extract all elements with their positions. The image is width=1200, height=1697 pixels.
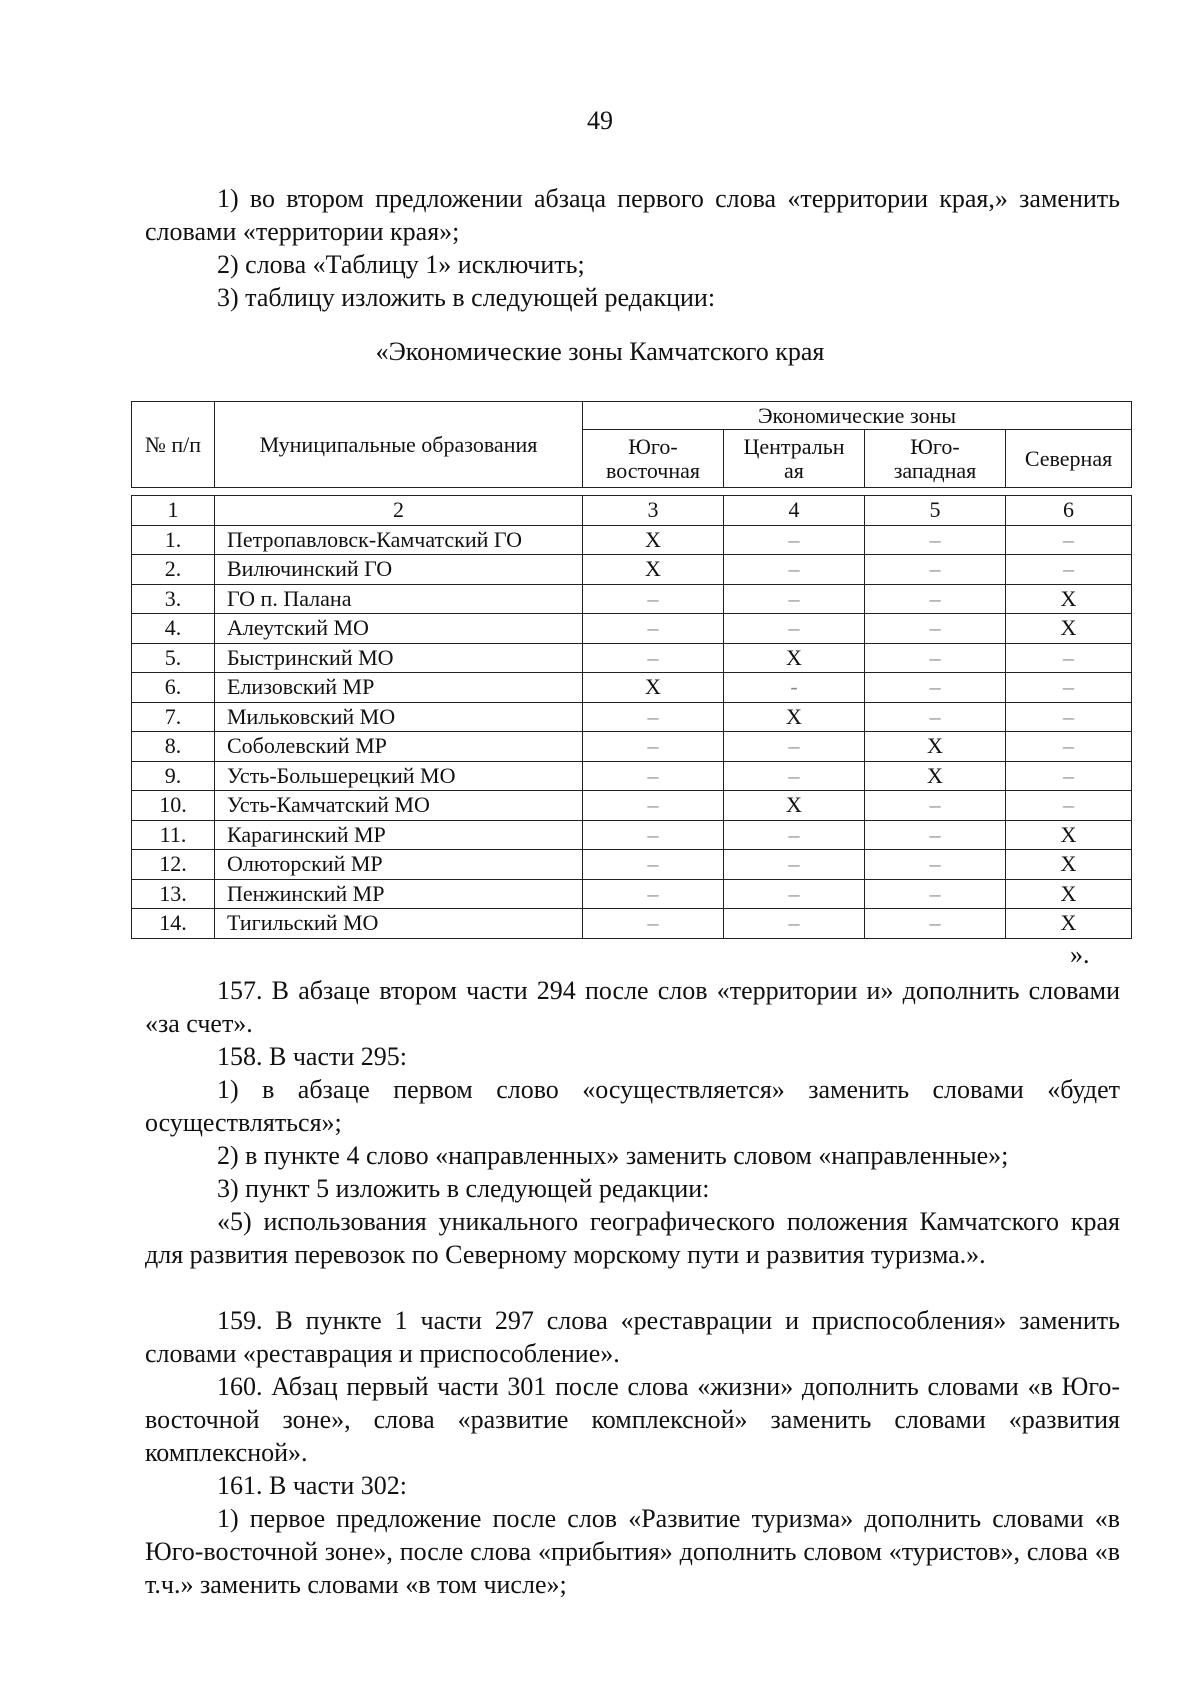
zone-dash-cell: – [865, 879, 1006, 909]
table-row [132, 850, 1132, 880]
column-number-cell: 5 [865, 496, 1006, 526]
zone-dash-cell: – [865, 614, 1006, 644]
table-title: «Экономические зоны Камчатского края [375, 337, 825, 366]
row-number-cell: 14. [132, 909, 215, 939]
zone-dash-cell: – [583, 584, 724, 614]
zone-dash-cell: – [583, 820, 724, 850]
zone-mark-cell: X [1006, 850, 1132, 880]
zone-dash-cell: – [1006, 761, 1132, 791]
row-number-cell: 4. [132, 614, 215, 644]
zone-dash-cell: - [724, 673, 865, 703]
column-number-row [132, 496, 1132, 526]
municipality-name-cell: Петропавловск-Камчатский ГО [215, 525, 583, 555]
municipality-name-cell: Алеутский МО [215, 614, 583, 644]
header-zone-southeast: Юго- восточная [583, 430, 724, 488]
table-row [132, 879, 1132, 909]
table-row [132, 643, 1132, 673]
zone-dash-cell: – [724, 879, 865, 909]
row-number-cell: 1. [132, 525, 215, 555]
zone-mark-cell: X [865, 732, 1006, 762]
zone-mark-cell: X [1006, 584, 1132, 614]
zone-dash-cell: – [724, 909, 865, 939]
municipality-name-cell: ГО п. Палана [215, 584, 583, 614]
table-row [132, 791, 1132, 821]
table-row [132, 525, 1132, 555]
zone-dash-cell: – [583, 614, 724, 644]
header-name: Муниципальные образования [215, 402, 583, 488]
table-row [132, 761, 1132, 791]
zone-mark-cell: X [1006, 879, 1132, 909]
zone-dash-cell: – [1006, 643, 1132, 673]
municipality-name-cell: Вилючинский ГО [215, 555, 583, 585]
table-row [132, 732, 1132, 762]
row-number-cell: 3. [132, 584, 215, 614]
zones-body-table [131, 495, 1132, 939]
header-zones-group: Экономические зоны [583, 402, 1132, 430]
row-number-cell: 11. [132, 820, 215, 850]
zone-mark-cell: X [865, 761, 1006, 791]
zone-dash-cell: – [724, 850, 865, 880]
table-row [132, 702, 1132, 732]
zone-dash-cell: – [583, 761, 724, 791]
zone-mark-cell: X [724, 791, 865, 821]
table-row [132, 909, 1132, 939]
column-number-cell: 1 [132, 496, 215, 526]
zone-dash-cell: – [724, 732, 865, 762]
municipality-name-cell: Мильковский МО [215, 702, 583, 732]
table-row [132, 614, 1132, 644]
intro-paragraph-2: 2) слова «Таблицу 1» исключить; [217, 250, 585, 279]
row-number-cell: 9. [132, 761, 215, 791]
zone-dash-cell: – [583, 879, 724, 909]
body-paragraph-158-3: 3) пункт 5 изложить в следующей редакции: [217, 1174, 710, 1203]
zone-mark-cell: X [1006, 909, 1132, 939]
zone-dash-cell: – [865, 791, 1006, 821]
zone-dash-cell: – [1006, 555, 1132, 585]
zone-dash-cell: – [724, 584, 865, 614]
municipality-name-cell: Быстринский МО [215, 643, 583, 673]
zone-dash-cell: – [724, 761, 865, 791]
column-number-cell: 6 [1006, 496, 1132, 526]
header-zone-north: Северная [1006, 430, 1132, 488]
row-number-cell: 5. [132, 643, 215, 673]
zone-mark-cell: X [1006, 820, 1132, 850]
body-paragraph-158: 158. В части 295: [217, 1042, 407, 1071]
table-row [132, 555, 1132, 585]
table-row [132, 584, 1132, 614]
header-zone-central: Центральн ая [724, 430, 865, 488]
zone-mark-cell: X [724, 643, 865, 673]
zone-mark-cell: X [724, 702, 865, 732]
zone-dash-cell: – [1006, 791, 1132, 821]
zone-dash-cell: – [724, 614, 865, 644]
municipality-name-cell: Елизовский МР [215, 673, 583, 703]
body-paragraph-159: 159. В пункте 1 части 297 слова «реставрации и приспособления» заменить словами «реставрация и приспособление». [145, 1306, 1120, 1368]
body-paragraph-157: 157. В абзаце втором части 294 после слов «территории и» дополнить словами «за счет». [145, 976, 1120, 1038]
zone-mark-cell: X [583, 525, 724, 555]
zone-dash-cell: – [865, 673, 1006, 703]
zone-dash-cell: – [865, 584, 1006, 614]
zone-dash-cell: – [583, 850, 724, 880]
zone-dash-cell: – [865, 850, 1006, 880]
municipality-name-cell: Пенжинский МР [215, 879, 583, 909]
body-paragraph-158-quote: «5) использования уникального географического положения Камчатского края для развития перевозок по Северному морскому пути и развития туризма.». [145, 1207, 1120, 1269]
column-number-cell: 2 [215, 496, 583, 526]
header-num: № п/п [132, 402, 215, 488]
zone-dash-cell: – [865, 525, 1006, 555]
row-number-cell: 7. [132, 702, 215, 732]
zone-dash-cell: – [724, 820, 865, 850]
row-number-cell: 13. [132, 879, 215, 909]
zone-mark-cell: X [1006, 614, 1132, 644]
municipality-name-cell: Тигильский МО [215, 909, 583, 939]
body-paragraph-160: 160. Абзац первый части 301 после слова «жизни» дополнить словами «в Юго-восточной зоне», слова «развитие комплексной» заменить словами «развития комплексной». [145, 1372, 1120, 1467]
page-number: 49 [587, 106, 613, 135]
row-number-cell: 8. [132, 732, 215, 762]
body-paragraph-158-1: 1) в абзаце первом слово «осуществляется» заменить словами «будет осуществляться»; [145, 1075, 1120, 1137]
intro-paragraph-3: 3) таблицу изложить в следующей редакции: [217, 283, 716, 312]
zone-dash-cell: – [865, 909, 1006, 939]
municipality-name-cell: Усть-Камчатский МО [215, 791, 583, 821]
zone-dash-cell: – [865, 820, 1006, 850]
column-number-cell: 3 [583, 496, 724, 526]
zone-dash-cell: – [1006, 732, 1132, 762]
zone-dash-cell: – [865, 702, 1006, 732]
zone-mark-cell: X [583, 673, 724, 703]
zone-dash-cell: – [724, 525, 865, 555]
header-zone-southwest: Юго- западная [865, 430, 1006, 488]
body-paragraph-161: 161. В части 302: [217, 1471, 407, 1500]
zone-dash-cell: – [583, 791, 724, 821]
zone-dash-cell: – [1006, 702, 1132, 732]
table-row [132, 820, 1132, 850]
zone-dash-cell: – [1006, 525, 1132, 555]
zone-dash-cell: – [724, 555, 865, 585]
municipality-name-cell: Соболевский МР [215, 732, 583, 762]
body-paragraph-158-2: 2) в пункте 4 слово «направленных» заменить словом «направленные»; [217, 1141, 1009, 1170]
zone-dash-cell: – [583, 643, 724, 673]
zone-mark-cell: X [583, 555, 724, 585]
intro-paragraph-1: 1) во втором предложении абзаца первого слова «территории края,» заменить словами «территории края»; [145, 184, 1120, 246]
zone-dash-cell: – [583, 702, 724, 732]
row-number-cell: 2. [132, 555, 215, 585]
zones-header-table [131, 401, 1132, 488]
table-close-quote: ». [1070, 940, 1090, 969]
municipality-name-cell: Олюторский МР [215, 850, 583, 880]
municipality-name-cell: Усть-Большерецкий МО [215, 761, 583, 791]
row-number-cell: 6. [132, 673, 215, 703]
table-row [132, 673, 1132, 703]
body-paragraph-161-1: 1) первое предложение после слов «Развитие туризма» дополнить словами «в Юго-восточной зоне», после слова «прибытия» дополнить словом «туристов», слова «в т.ч.» заменить словами «в том числе»; [145, 1504, 1120, 1599]
municipality-name-cell: Карагинский МР [215, 820, 583, 850]
row-number-cell: 10. [132, 791, 215, 821]
zone-dash-cell: – [865, 643, 1006, 673]
row-number-cell: 12. [132, 850, 215, 880]
zone-dash-cell: – [865, 555, 1006, 585]
zone-dash-cell: – [583, 732, 724, 762]
zone-dash-cell: – [583, 909, 724, 939]
column-number-cell: 4 [724, 496, 865, 526]
zone-dash-cell: – [1006, 673, 1132, 703]
